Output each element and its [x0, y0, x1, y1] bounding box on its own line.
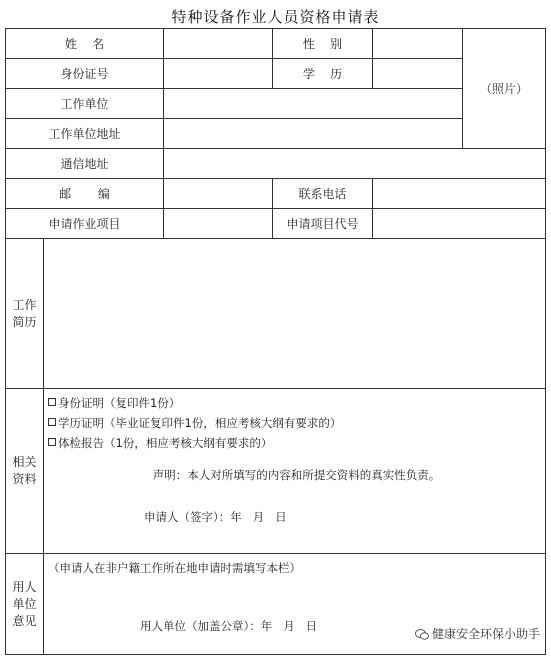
postcode-label: 邮 编	[6, 179, 164, 209]
apply-item-field[interactable]	[164, 209, 273, 239]
id-number-label: 身份证号	[6, 59, 164, 89]
gender-field[interactable]	[373, 29, 463, 59]
applicant-signature-line: 申请人（签字）：年 月 日	[144, 510, 287, 524]
name-label: 姓 名	[6, 29, 164, 59]
work-history-label-line1: 工作	[12, 297, 37, 312]
education-field[interactable]	[373, 59, 463, 89]
work-unit-label: 工作单位	[6, 89, 164, 119]
work-unit-address-field[interactable]	[164, 119, 463, 149]
checkbox-icon	[48, 438, 56, 446]
postcode-field[interactable]	[164, 179, 273, 209]
apply-item-code-label: 申请项目代号	[273, 209, 373, 239]
employer-label-line2: 单位	[12, 596, 37, 611]
materials-label-line1: 相关	[12, 455, 37, 469]
material-item-medical[interactable]	[48, 433, 545, 453]
materials-field	[44, 389, 546, 554]
watermark	[412, 624, 543, 643]
employer-note: （申请人在非户籍工作所在地申请时需填写本栏）	[48, 561, 301, 575]
material-item-education-text: 学历证明（毕业证复印件1份，相应考核大纲有要求的）	[58, 416, 342, 430]
materials-label-line2: 资料	[12, 472, 37, 486]
watermark-text: 健康安全环保小助手	[431, 627, 540, 641]
employer-label-line1: 用人	[12, 579, 37, 594]
work-unit-address-label: 工作单位地址	[6, 119, 164, 149]
declaration-text: 声明：本人对所填写的内容和所提交资料的真实性负责。	[152, 468, 441, 482]
mailing-address-label: 通信地址	[6, 149, 164, 179]
work-history-label-line2: 简历	[12, 314, 37, 329]
education-label: 学 历	[273, 59, 373, 89]
id-number-field[interactable]	[164, 59, 273, 89]
phone-label: 联系电话	[273, 179, 373, 209]
material-item-id-text: 身份证明（复印件1份）	[58, 396, 181, 410]
apply-item-label: 申请作业项目	[6, 209, 164, 239]
employer-opinion-label	[6, 554, 44, 655]
material-item-education[interactable]	[48, 413, 545, 433]
checkbox-icon	[48, 398, 56, 406]
materials-label	[6, 389, 44, 554]
material-item-medical-text: 体检报告（1份，相应考核大纲有要求的）	[58, 436, 273, 450]
checkbox-icon	[48, 418, 56, 426]
mailing-address-field[interactable]	[164, 149, 546, 179]
wechat-icon	[415, 629, 429, 640]
work-history-field[interactable]	[44, 239, 546, 389]
apply-item-code-field[interactable]	[373, 209, 546, 239]
application-form-table	[5, 28, 546, 655]
employer-seal-line: 用人单位（加盖公章）：年 月 日	[140, 619, 318, 633]
phone-field[interactable]	[373, 179, 546, 209]
work-history-label	[6, 239, 44, 389]
form-title: 特种设备作业人员资格申请表	[171, 8, 380, 26]
employer-label-line3: 意见	[12, 613, 37, 628]
photo-box[interactable]: （照片）	[463, 29, 546, 149]
gender-label: 性 别	[273, 29, 373, 59]
material-item-id[interactable]	[48, 393, 545, 413]
work-unit-field[interactable]	[164, 89, 463, 119]
name-field[interactable]	[164, 29, 273, 59]
